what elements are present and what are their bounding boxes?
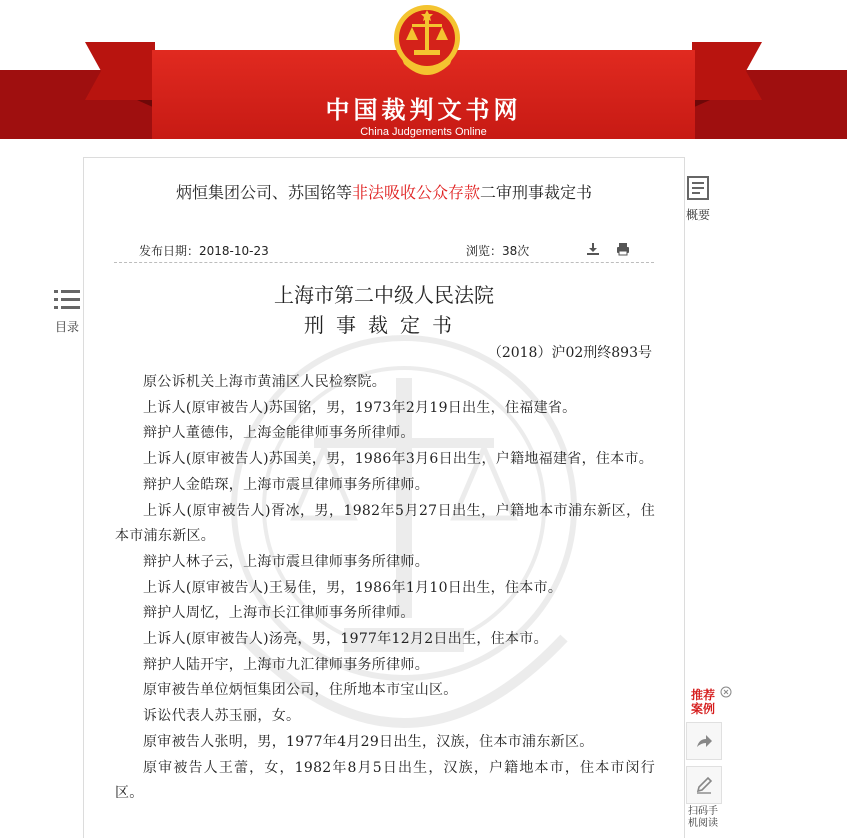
paragraph: 辩护人林子云，上海市震旦律师事务所律师。 — [143, 553, 429, 570]
site-title: 中国裁判文书网 — [325, 95, 522, 124]
paragraph: 原审被告人王蕾，女，1982年8月5日出生，汉族，户籍地本市，住本市闵行区。 — [115, 759, 655, 802]
title-part-1: 炳恒集团公司、苏国铭等 — [175, 183, 352, 202]
close-icon[interactable] — [720, 686, 732, 698]
paragraph: 诉讼代表人苏玉丽，女。 — [143, 708, 301, 725]
paragraph: 原审被告人张明，男，1977年4月29日出生，汉族，住本市浦东新区。 — [143, 733, 594, 750]
title-part-2: 二审刑事裁定书 — [480, 183, 593, 202]
document-body — [115, 370, 655, 807]
summary-nav[interactable] — [685, 176, 711, 223]
print-icon[interactable] — [616, 242, 630, 256]
ribbon-left-wing — [85, 38, 155, 108]
title-highlight[interactable]: 非法吸收公众存款 — [351, 183, 480, 202]
paragraph: 辩护人董德伟，上海金能律师事务所律师。 — [143, 425, 415, 442]
paragraph: 上诉人(原审被告人)王易佳，男，1986年1月10日出生，住本市。 — [143, 579, 563, 596]
share-icon — [695, 732, 713, 750]
paragraph: 上诉人(原审被告人)苏国铭，男，1973年2月19日出生，住福建省。 — [143, 399, 577, 416]
outline-nav[interactable] — [54, 288, 80, 335]
court-emblem-icon — [392, 2, 462, 82]
qr-read-label[interactable]: 扫码手机阅读 — [688, 806, 718, 829]
recommend-cases-link[interactable]: 推荐案例 — [690, 688, 715, 716]
download-icon[interactable] — [586, 242, 600, 256]
feedback-button[interactable] — [686, 766, 722, 804]
site-header — [0, 0, 847, 139]
edit-icon — [695, 776, 713, 794]
ribbon-right-wing — [692, 38, 762, 108]
court-name: 上海市第二中级人民法院 — [274, 283, 494, 307]
paragraph: 上诉人(原审被告人)汤亮，男，1977年12月2日出生，住本市。 — [143, 631, 548, 648]
site-subtitle: China Judgements Online — [360, 126, 487, 138]
paragraph: 原审被告单位炳恒集团公司，住所地本市宝山区。 — [143, 682, 458, 699]
paragraph: 上诉人(原审被告人)胥冰，男，1982年5月27日出生，户籍地本市浦东新区，住本市浦东新区。 — [115, 502, 655, 545]
case-number: （2018）沪02刑终893号 — [487, 345, 652, 361]
paragraph: 上诉人(原审被告人)苏国美，男，1986年3月6日出生，户籍地福建省，住本市。 — [143, 451, 654, 468]
document-title — [84, 182, 684, 204]
judgement-document — [83, 157, 685, 838]
recommend-panel — [686, 688, 726, 830]
paragraph: 辩护人陆开宇，上海市九汇律师事务所律师。 — [143, 656, 429, 673]
publish-date: 发布日期：2018-10-23 — [139, 244, 269, 258]
paragraph: 辩护人金皓琛，上海市震旦律师事务所律师。 — [143, 476, 429, 493]
paragraph: 辩护人周忆，上海市长江律师事务所律师。 — [143, 605, 415, 622]
list-icon — [54, 288, 80, 312]
document-type: 刑事裁定书 — [304, 313, 464, 337]
outline-label: 目录 — [54, 320, 79, 334]
paragraph: 原公诉机关上海市黄浦区人民检察院。 — [143, 374, 387, 390]
summary-label: 概要 — [685, 208, 710, 222]
share-button[interactable] — [686, 722, 722, 760]
summary-icon — [687, 176, 709, 200]
view-count: 浏览：38次 — [466, 244, 530, 258]
document-meta — [114, 240, 654, 263]
